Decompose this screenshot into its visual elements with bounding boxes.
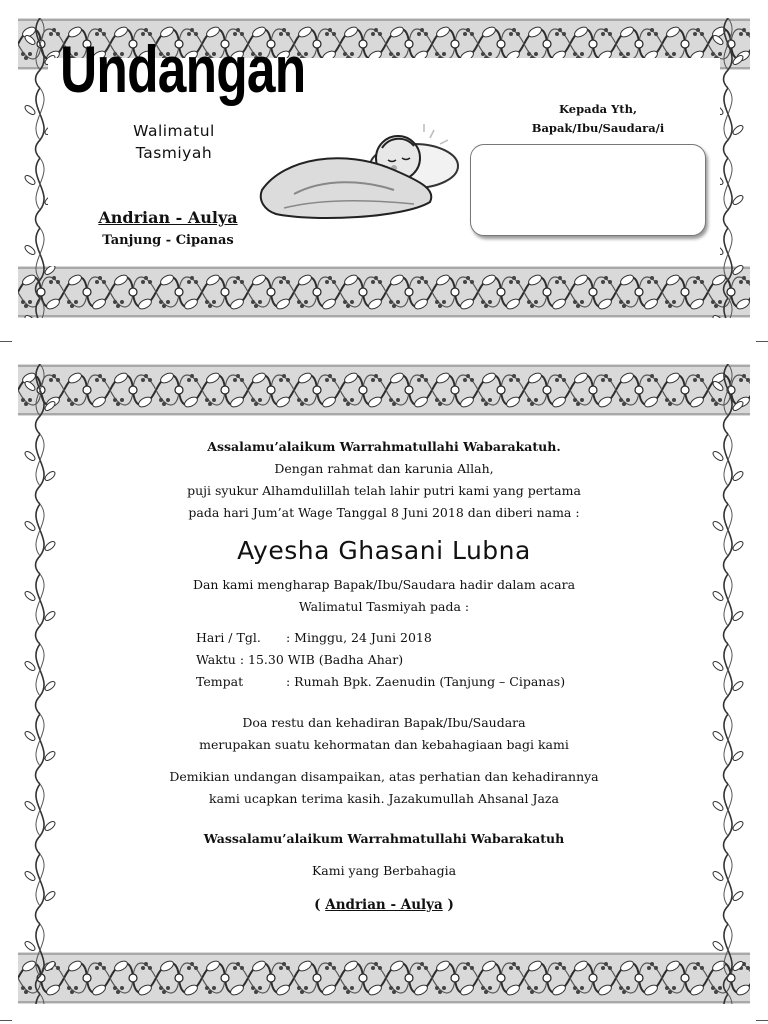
addressee-line: Bapak/Ibu/Saudara/i [531,121,665,135]
event-subtitle [118,120,230,164]
time-detail: Waktu : 15.30 WIB (Badha Ahar) [196,652,404,667]
place-value: : Rumah Bpk. Zaenudin (Tanjung – Cipanas) [286,674,566,689]
floral-border-top [18,364,750,416]
closing-greeting: Wassalamu’alaikum Warrahmatullahi Wabarakatuh [203,831,565,846]
cut-mark [756,341,768,342]
cut-mark [0,1020,12,1021]
prayer-line: Doa restu dan kehadiran Bapak/Ibu/Saudara [242,715,526,730]
sign-paren: ) [442,897,454,913]
sign-paren: ( [314,897,326,913]
sign-names: Andrian - Aulya [325,897,443,913]
cut-mark [756,1020,768,1021]
subtitle-line: Walimatul [133,122,215,140]
closing-line: kami ucapkan terima kasih. Jazakumullah Ahsanal Jaza [209,791,559,806]
invitation-title: Undangan [60,32,306,106]
location: Tanjung - Cipanas [102,233,234,248]
closing-line: Demikian undangan disampaikan, atas perhatian dan kehadirannya [169,769,599,784]
sign-label: Kami yang Berbahagia [311,863,457,878]
intro-line: Dengan rahmat dan karunia Allah, [274,461,494,476]
opening-greeting: Assalamu’alaikum Warrahmatullahi Wabarakatuh. [207,439,561,454]
addressee-label [498,100,698,138]
parents-names: Andrian - Aulya [98,208,238,227]
invitation-letter [18,364,750,1004]
intro-line: puji syukur Alhamdulillah telah lahir putri kami yang pertama [187,483,581,498]
sleeping-baby-illustration [254,118,474,226]
baby-name: Ayesha Ghasani Lubna [237,536,531,565]
place-label: Tempat [196,674,244,689]
intro-line: pada hari Jum’at Wage Tanggal 8 Juni 2018 dan diberi nama : [188,505,580,520]
subtitle-line: Tasmiyah [135,144,213,162]
invitation-cover [18,18,750,318]
addressee-line: Kepada Yth, [559,102,637,116]
floral-border-bottom [18,952,750,1004]
signature [18,896,750,914]
floral-border-bottom [18,266,750,318]
invite-line: Walimatul Tasmiyah pada : [298,599,470,614]
cut-mark [0,341,12,342]
date-label: Hari / Tgl. [196,630,261,645]
address-box [470,144,706,236]
date-value: : Minggu, 24 Juni 2018 [286,630,432,645]
invite-line: Dan kami mengharap Bapak/Ibu/Saudara hadir dalam acara [192,577,576,592]
prayer-line: merupakan suatu kehormatan dan kebahagiaan bagi kami [199,737,569,752]
